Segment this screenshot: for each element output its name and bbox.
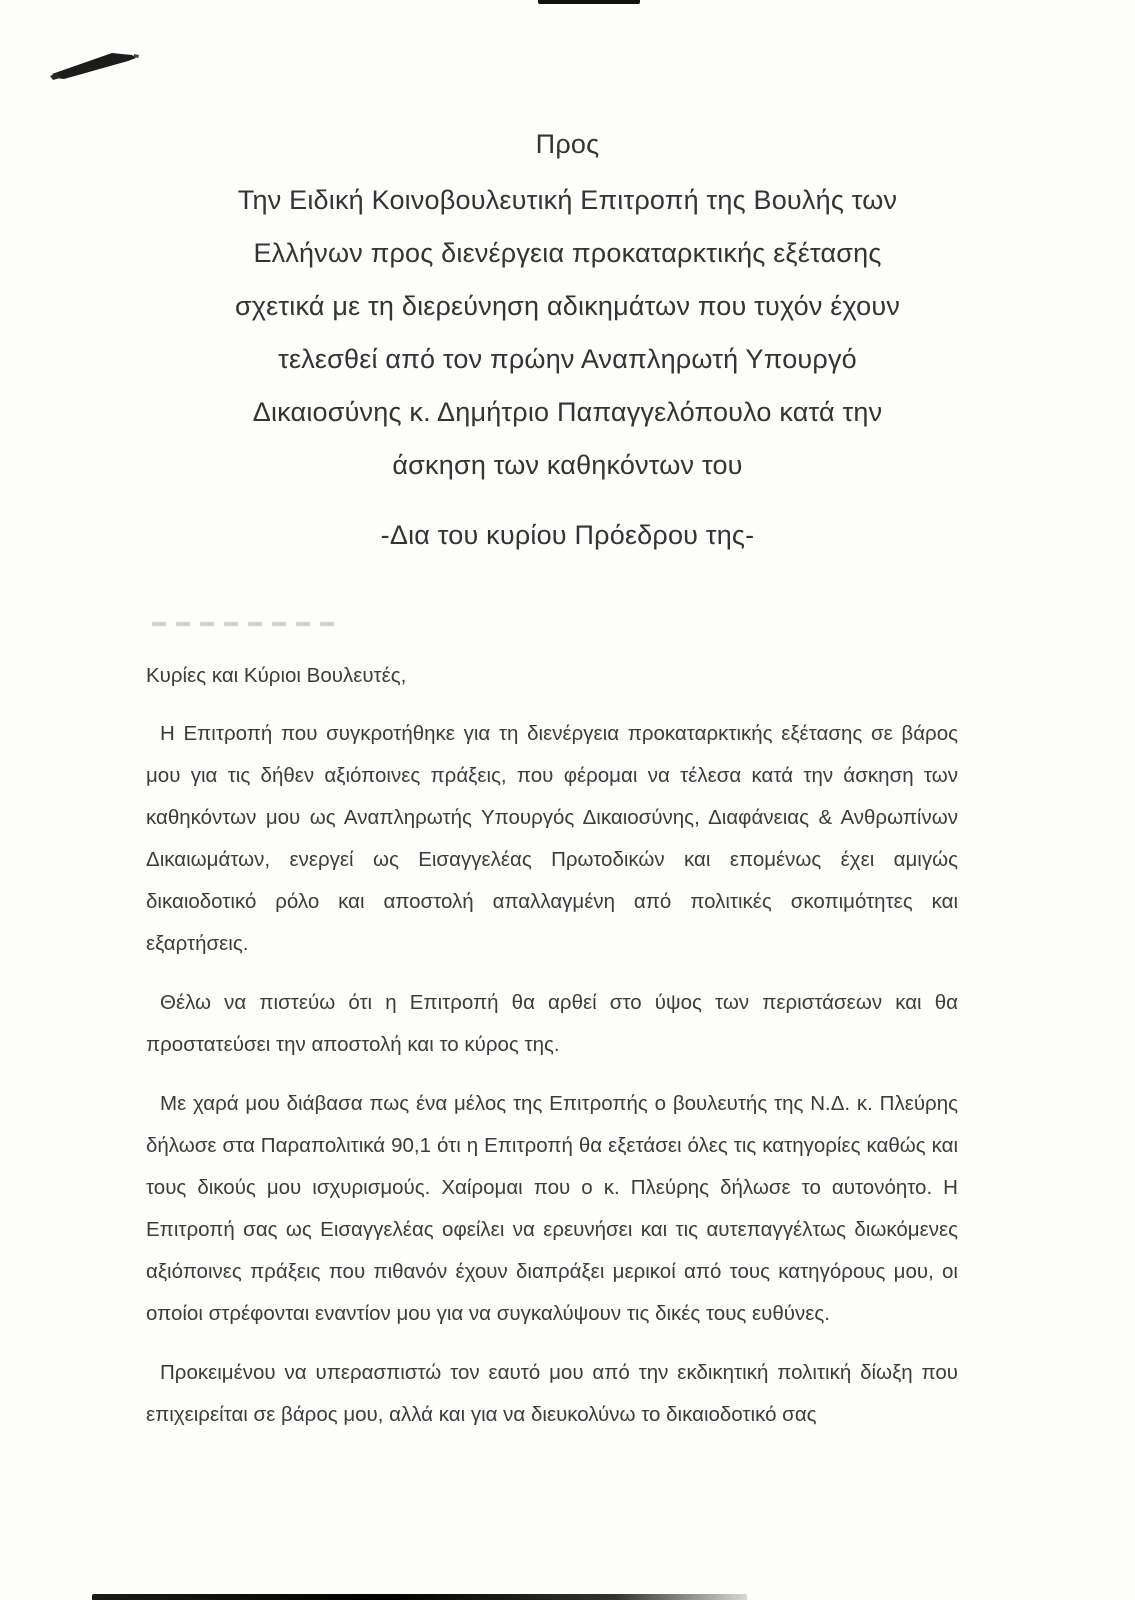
scan-artifact-bottom (92, 1594, 747, 1600)
paragraph: Με χαρά μου διάβασα πως ένα μέλος της Επιτροπής ο βουλευτής της Ν.Δ. κ. Πλεύρης δήλωσε στα Παραπολιτικά 90,1 ότι η Επιτροπή θα εξετάσει όλες τις κατηγορίες καθώς και τους δικούς μου ισχυρισμούς. Χαίρομαι που ο κ. Πλεύρης δήλωσε το αυτονόητο. Η Επιτροπή σας ως Εισαγγελέας οφείλει να ερευνήσει και τις αυτεπαγγέλτως διωκόμενες αξιόποινες πράξεις που πιθανόν έχουν διαπράξει μερικοί από τους κατηγόρους μου, οι οποίοι στρέφονται εναντίον μου για να συγκαλύψουν τις δικές τους ευθύνες. (146, 1092, 958, 1325)
letter-body (146, 655, 958, 1436)
scan-artifact-top (538, 0, 640, 4)
pen-stroke-icon (48, 46, 140, 84)
paragraph: Θέλω να πιστεύω ότι η Επιτροπή θα αρθεί στο ύψος των περιστάσεων και θα προστατεύσει την αποστολή και το κύρος της. (146, 991, 958, 1056)
recipient-line: τελεσθεί από τον πρώην Αναπληρωτή Υπουργό (278, 344, 857, 374)
letter-heading (140, 118, 995, 562)
recipient-block (140, 174, 995, 492)
via-president-line: -Δια του κυρίου Πρόεδρου της- (380, 520, 755, 550)
salutation-line: Κυρίες και Κύριοι Βουλευτές, (146, 664, 407, 687)
heading-to-label: Προς (535, 129, 600, 159)
recipient-line: άσκηση των καθηκόντων του (392, 450, 743, 480)
recipient-line: Ελλήνων προς διενέργεια προκαταρκτικής εξέτασης (253, 238, 882, 268)
scan-smudge (152, 622, 337, 626)
recipient-line: Δικαιοσύνης κ. Δημήτριο Παπαγγελόπουλο κατά την (252, 397, 883, 427)
paragraph: Προκειμένου να υπερασπιστώ τον εαυτό μου από την εκδικητική πολιτική δίωξη που επιχειρείται σε βάρος μου, αλλά και για να διευκολύνω το δικαιοδοτικό σας (146, 1361, 958, 1426)
recipient-line: σχετικά με τη διερεύνηση αδικημάτων που τυχόν έχουν (234, 291, 901, 321)
paragraph: Η Επιτροπή που συγκροτήθηκε για τη διενέργεια προκαταρκτικής εξέτασης σε βάρος μου για τις δήθεν αξιόποινες πράξεις, που φέρομαι να τέλεσα κατά την άσκηση των καθηκόντων μου ως Αναπληρωτής Υπουργός Δικαιοσύνης, Διαφάνειας & Ανθρωπίνων Δικαιωμάτων, ενεργεί ως Εισαγγελέας Πρωτοδικών και επομένως έχει αμιγώς δικαιοδοτικό ρόλο και αποστολή απαλλαγμένη από πολιτικές σκοπιμότητες και εξαρτήσεις. (146, 722, 958, 955)
recipient-line: Την Ειδική Κοινοβουλευτική Επιτροπή της Βουλής των (237, 185, 898, 215)
